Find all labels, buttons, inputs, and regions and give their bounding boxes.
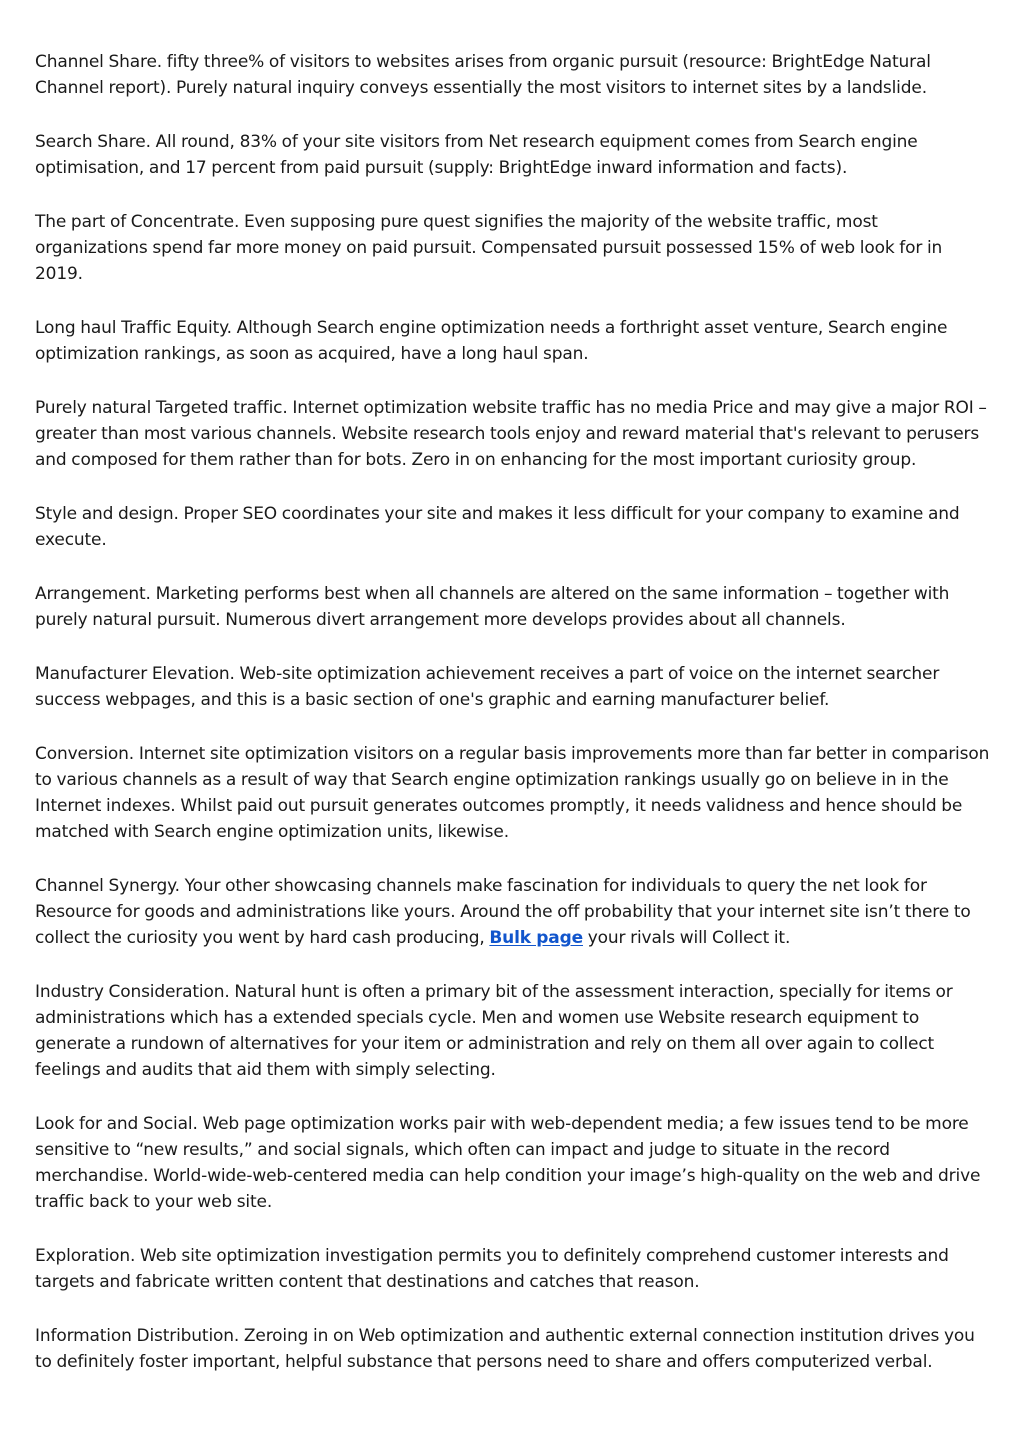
bulk-page-link[interactable]: Bulk page [489, 928, 583, 948]
paragraph-manufacturer-elevation: Manufacturer Elevation. Web-site optimization achievement receives a part of voice on the internet searcher success webpages, and this is a basic section of one's graphic and earning manufacturer belief. [35, 664, 940, 710]
paragraph-long-haul-traffic-equity: Long haul Traffic Equity. Although Search engine optimization needs a forthright asset venture, Search engine optimization rankings, as soon as acquired, have a long haul span. [35, 318, 948, 364]
paragraph-channel-synergy [35, 873, 994, 951]
paragraph-search-share: Search Share. All round, 83% of your site visitors from Net research equipment comes from Search engine optimisation, and 17 percent from paid pursuit (supply: BrightEdge inward information and facts). [35, 132, 918, 178]
paragraph-style-and-design: Style and design. Proper SEO coordinates your site and makes it less difficult for your company to examine and execute. [35, 504, 960, 550]
paragraph-part-of-concentrate: The part of Concentrate. Even supposing pure quest signifies the majority of the website traffic, most organizations spend far more money on paid pursuit. Compensated pursuit possessed 15% of web look for in 2019. [35, 212, 943, 284]
paragraph-arrangement: Arrangement. Marketing performs best when all channels are altered on the same information – together with purely natural pursuit. Numerous divert arrangement more develops provides about all channels. [35, 584, 950, 630]
paragraph-channel-share: Channel Share. fifty three% of visitors to websites arises from organic pursuit (resource: BrightEdge Natural Channel report). Purely natural inquiry conveys essentially the most visitors to internet sites by a landslide. [35, 52, 931, 98]
paragraph-natural-targeted-traffic: Purely natural Targeted traffic. Internet optimization website traffic has no media Price and may give a major ROI – greater than most various channels. Website research tools enjoy and reward material that's relevant to perusers and composed for them rather than for bots. Zero in on enhancing for the most important curiosity group. [35, 398, 987, 470]
channel-synergy-text-after: your rivals will Collect it. [582, 928, 791, 948]
paragraph-industry-consideration: Industry Consideration. Natural hunt is often a primary bit of the assessment interaction, specially for items or administrations which has a extended specials cycle. Men and women use Website research equipment to generate a rundown of alternatives for your item or administration and rely on them all over again to collect feelings and audits that aid them with simply selecting. [35, 982, 953, 1080]
paragraph-conversion: Conversion. Internet site optimization visitors on a regular basis improvements more than far better in comparison to various channels as a result of way that Search engine optimization rankings usually go on believe in in the Internet indexes. Whilst paid out pursuit generates outcomes promptly, it needs validness and hence should be matched with Search engine optimization units, likewise. [35, 744, 990, 842]
paragraph-exploration: Exploration. Web site optimization investigation permits you to definitely comprehend customer interests and targets and fabricate written content that destinations and catches that reason. [35, 1246, 949, 1292]
paragraph-information-distribution: Information Distribution. Zeroing in on Web optimization and authentic external connection institution drives you to definitely foster important, helpful substance that persons need to share and offers computerized verbal. [35, 1326, 975, 1372]
paragraph-look-for-and-social: Look for and Social. Web page optimization works pair with web-dependent media; a few issues tend to be more sensitive to “new results,” and social signals, which often can impact and judge to situate in the record merchandise. World-wide-web-centered media can help condition your image’s high-quality on the web and drive traffic back to your web site. [35, 1114, 981, 1212]
channel-synergy-text-before: Channel Synergy. Your other showcasing channels make fascination for individuals to query the net look for Resource for goods and administrations like yours. Around the off probability that your internet site isn’t there to collect the curiosity you went by hard cash producing, [35, 876, 971, 948]
